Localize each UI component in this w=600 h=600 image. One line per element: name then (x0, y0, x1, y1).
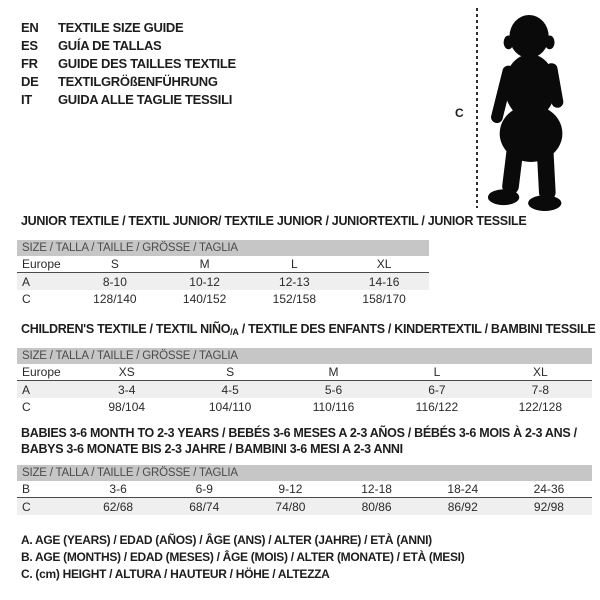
legend-line-c: C. (cm) HEIGHT / ALTURA / HAUTEUR / HÖHE / ALTEZZA (21, 567, 330, 581)
measure-legend (21, 532, 464, 583)
table-cell: 92/98 (533, 499, 564, 514)
table-cell: 4-5 (221, 382, 239, 397)
table-row (17, 481, 592, 498)
language-code: DE (21, 73, 39, 89)
table-cell: S (110, 257, 119, 271)
table-cell: 128/140 (93, 291, 137, 306)
junior-size-table (17, 240, 429, 307)
section-title-line: BABYS 3-6 MONATE BIS 2-3 JAHRE / BAMBINI 3-6 MESI A 2-3 ANNI (21, 442, 403, 456)
size-header-bar: SIZE / TALLA / TAILLE / GRÖSSE / TAGLIA (17, 240, 429, 256)
table-cell: 10-12 (189, 274, 220, 289)
language-label: GUIDE DES TAILLES TEXTILE (58, 55, 236, 71)
table-cell: 18-24 (447, 482, 479, 496)
section-title-line: BABIES 3-6 MONTH TO 2-3 YEARS / BEBÉS 3-6 MESES A 2-3 AÑOS / BÉBÉS 3-6 MOIS À 2-3 ANS / (21, 426, 577, 440)
table-cell: 7-8 (531, 382, 549, 397)
size-header-bar: SIZE / TALLA / TAILLE / GRÖSSE / TAGLIA (17, 465, 592, 481)
table-row (17, 364, 592, 381)
table-cell: XL (532, 365, 548, 379)
language-code: EN (21, 19, 39, 35)
row-label: Europe (22, 257, 61, 271)
table-cell: 140/152 (182, 291, 227, 306)
section-title-text: CHILDREN'S TEXTILE / TEXTIL NIÑO (21, 322, 231, 336)
table-row (17, 381, 592, 398)
table-row (17, 290, 429, 307)
language-row (21, 72, 236, 90)
table-cell: 152/158 (272, 291, 317, 306)
section-title-subscript: /A (230, 327, 239, 337)
section-title-babies (21, 425, 577, 457)
size-header-bar: SIZE / TALLA / TAILLE / GRÖSSE / TAGLIA (17, 348, 592, 364)
section-title-text: / TEXTILE DES ENFANTS / KINDERTEXTIL / BAMBINI TESSILE (238, 322, 596, 336)
row-label: C (22, 291, 31, 306)
section-title-children (21, 321, 595, 340)
table-cell: 12-18 (361, 482, 392, 496)
table-cell: XL (376, 257, 392, 271)
row-label: Europe (22, 365, 61, 379)
table-cell: 68/74 (189, 499, 220, 514)
table-cell: 86/92 (447, 499, 478, 514)
legend-line-a: A. AGE (YEARS) / EDAD (AÑOS) / ÂGE (ANS) / ALTER (JAHRE) / ETÀ (ANNI) (21, 533, 432, 547)
language-row (21, 36, 236, 54)
babies-size-table (17, 465, 592, 515)
language-label: GUÍA DE TALLAS (58, 37, 162, 53)
section-title-junior (21, 213, 526, 229)
table-row (17, 498, 592, 515)
language-label: TEXTILE SIZE GUIDE (58, 19, 184, 35)
language-row (21, 18, 236, 36)
table-cell: 80/86 (361, 499, 392, 514)
language-code: ES (21, 37, 38, 53)
table-row (17, 398, 592, 415)
table-row (17, 256, 429, 273)
row-label: A (22, 274, 31, 289)
table-cell: 12-13 (279, 274, 310, 289)
table-cell: 14-16 (368, 274, 400, 289)
measure-label-c: C (455, 106, 464, 120)
table-cell: M (328, 365, 339, 379)
table-cell: 74/80 (275, 499, 306, 514)
table-cell: 6-9 (195, 482, 213, 496)
table-cell: 5-6 (324, 382, 343, 397)
table-cell: 122/128 (518, 399, 563, 414)
table-cell: XS (118, 365, 135, 379)
table-cell: 6-7 (428, 382, 446, 397)
language-row (21, 54, 236, 72)
table-cell: L (433, 365, 441, 379)
table-cell: 3-6 (109, 482, 127, 496)
baby-silhouette-icon (484, 8, 582, 213)
legend-line-b: B. AGE (MONTHS) / EDAD (MESES) / ÂGE (MOIS) / ALTER (MONATE) / ETÀ (MESI) (21, 550, 465, 564)
table-cell: 8-10 (102, 274, 127, 289)
language-label: TEXTILGRÖßENFÜHRUNG (58, 73, 218, 89)
table-cell: L (291, 257, 298, 271)
row-label: C (22, 499, 31, 514)
height-measure-dashed-line (476, 8, 478, 208)
table-cell: 3-4 (118, 382, 136, 397)
language-list (21, 18, 236, 108)
table-cell: M (199, 257, 210, 271)
table-cell: 104/110 (208, 399, 252, 414)
table-row (17, 273, 429, 290)
language-row (21, 90, 236, 108)
table-cell: S (226, 365, 235, 379)
row-label: C (22, 399, 31, 414)
table-cell: 158/170 (362, 291, 406, 306)
section-title-text: JUNIOR TEXTILE / TEXTIL JUNIOR/ TEXTILE JUNIOR / JUNIORTEXTIL / JUNIOR TESSILE (21, 214, 527, 228)
language-label: GUIDA ALLE TAGLIE TESSILI (58, 91, 233, 107)
table-cell: 116/122 (415, 399, 459, 414)
row-label: B (22, 482, 31, 496)
table-cell: 24-36 (533, 482, 565, 496)
table-cell: 62/68 (103, 499, 134, 514)
table-cell: 9-12 (278, 482, 303, 496)
row-label: A (22, 382, 31, 397)
language-code: FR (21, 55, 38, 71)
language-code: IT (21, 91, 32, 107)
children-size-table (17, 348, 592, 415)
table-cell: 98/104 (108, 399, 146, 414)
table-cell: 110/116 (312, 399, 355, 414)
